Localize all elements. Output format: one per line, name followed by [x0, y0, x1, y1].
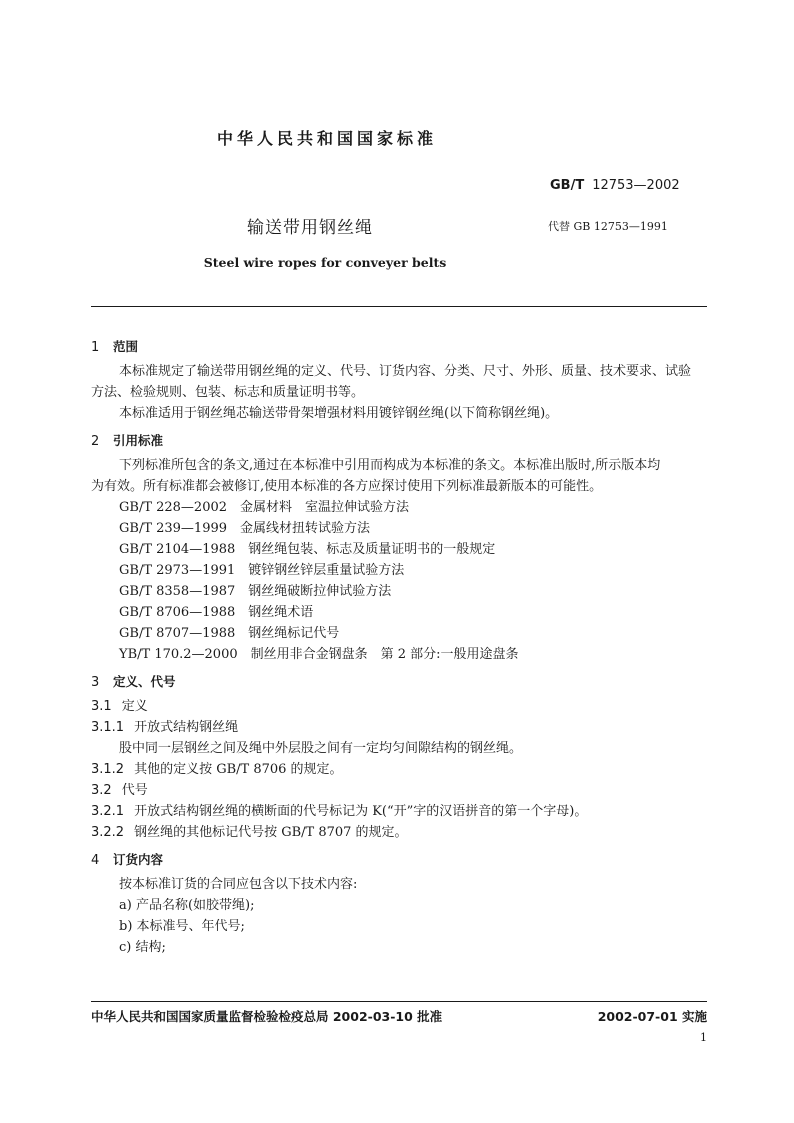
implementation-date: 2002-07-01 实施 [597, 1009, 707, 1024]
clause-number: 3.1 [91, 699, 112, 714]
section-title: 引用标准 [113, 433, 164, 448]
standard-number [550, 178, 680, 193]
standard-prefix: GB/T [550, 178, 585, 193]
reference-item: GB/T 8358—1987 钢丝绳破断拉伸试验方法 [119, 584, 392, 599]
approval-issuer: 中华人民共和国国家质量监督检验检疫总局 2002-03-10 批准 [91, 1009, 443, 1024]
paragraph: 本标准规定了输送带用钢丝绳的定义、代号、订货内容、分类、尺寸、外形、质量、技术要求、试验 [119, 364, 692, 379]
clause-3-1 [91, 696, 707, 717]
clause-text: 开放式结构钢丝绳 [134, 720, 239, 735]
section-heading-scope [91, 336, 707, 358]
clause-text: 钢丝绳的其他标记代号按 GB/T 8707 的规定。 [134, 825, 408, 840]
standard-code: 12753—2002 [592, 178, 680, 193]
document-title-en: Steel wire ropes for conveyer belts [203, 255, 447, 270]
clause-3-2-1 [91, 801, 707, 822]
clause-3-2-2 [91, 822, 707, 843]
paragraph: 下列标准所包含的条文,通过在本标准中引用而构成为本标准的条文。本标准出版时,所示版本均 [119, 458, 661, 473]
footer-divider [91, 1001, 707, 1002]
definition-text: 股中同一层钢丝之间及绳中外层股之间有一定均匀间隙结构的钢丝绳。 [119, 741, 523, 756]
clause-3-2 [91, 780, 707, 801]
document-title-cn: 输送带用钢丝绳 [247, 218, 373, 238]
section-title: 订货内容 [113, 852, 164, 867]
section-number: 1 [91, 340, 100, 355]
paragraph: 按本标准订货的合同应包含以下技术内容: [119, 877, 358, 892]
clause-3-1-2 [91, 759, 707, 780]
list-item: a) 产品名称(如胶带绳); [119, 898, 255, 913]
clause-text: 代号 [121, 783, 148, 798]
reference-item: YB/T 170.2—2000 制丝用非合金钢盘条 第 2 部分:一般用途盘条 [119, 647, 519, 662]
replaces-note: 代替 GB 12753—1991 [548, 220, 668, 233]
clause-text: 开放式结构钢丝绳的横断面的代号标记为 K(“开”字的汉语拼音的第一个字母)。 [134, 804, 588, 819]
reference-item: GB/T 2973—1991 镀锌钢丝锌层重量试验方法 [119, 563, 405, 578]
section-number: 2 [91, 434, 100, 449]
reference-item: GB/T 2104—1988 钢丝绳包装、标志及质量证明书的一般规定 [119, 542, 496, 557]
list-item: c) 结构; [119, 940, 166, 955]
list-item: b) 本标准号、年代号; [119, 919, 245, 934]
reference-item: GB/T 8706—1988 钢丝绳术语 [119, 605, 314, 620]
paragraph: 本标准适用于钢丝绳芯输送带骨架增强材料用镀锌钢丝绳(以下简称钢丝绳)。 [119, 406, 559, 421]
clause-number: 3.1.1 [91, 720, 125, 735]
section-heading-definitions [91, 671, 707, 693]
paragraph-continuation: 方法、检验规则、包装、标志和质量证明书等。 [91, 385, 365, 400]
clause-text: 定义 [121, 699, 148, 714]
section-heading-references [91, 430, 707, 452]
clause-number: 3.2.1 [91, 804, 125, 819]
clause-number: 3.2.2 [91, 825, 125, 840]
section-number: 3 [91, 675, 100, 690]
page-number: 1 [700, 1031, 707, 1044]
section-heading-order-content [91, 849, 707, 871]
section-title: 范围 [113, 339, 139, 354]
document-body [91, 336, 707, 958]
reference-item: GB/T 228—2002 金属材料 室温拉伸试验方法 [119, 500, 410, 515]
section-title: 定义、代号 [113, 674, 176, 689]
paragraph-continuation: 为有效。所有标准都会被修订,使用本标准的各方应探讨使用下列标准最新版本的可能性。 [91, 479, 603, 494]
clause-number: 3.1.2 [91, 762, 125, 777]
reference-item: GB/T 239—1999 金属线材扭转试验方法 [119, 521, 371, 536]
clause-number: 3.2 [91, 783, 112, 798]
clause-3-1-1 [91, 717, 707, 738]
section-number: 4 [91, 853, 100, 868]
header-divider [91, 306, 707, 307]
reference-item: GB/T 8707—1988 钢丝绳标记代号 [119, 626, 340, 641]
clause-text: 其他的定义按 GB/T 8706 的规定。 [134, 762, 343, 777]
national-standard-heading: 中华人民共和国国家标准 [216, 129, 437, 148]
